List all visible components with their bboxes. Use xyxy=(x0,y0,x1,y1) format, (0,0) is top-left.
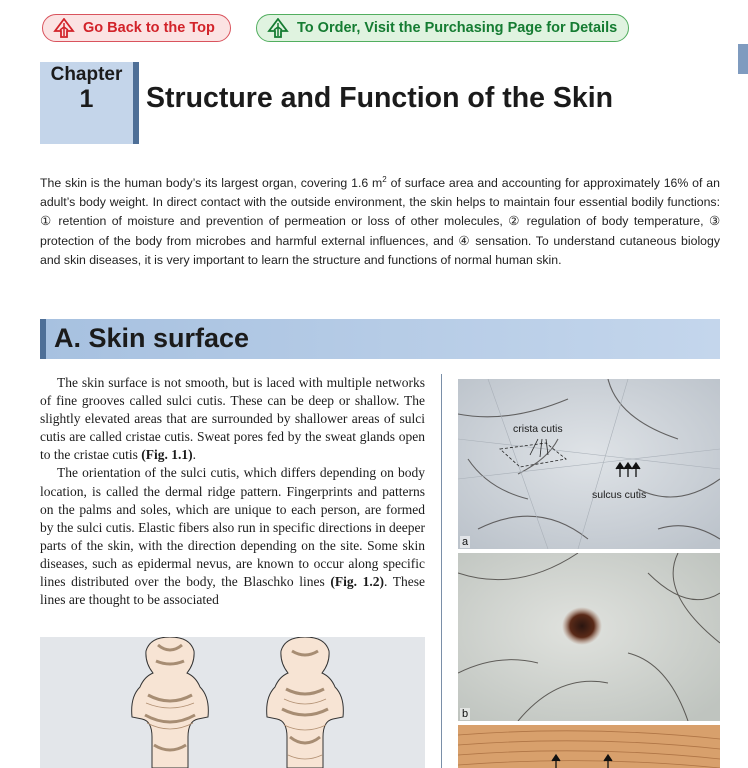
chapter-number: 1 xyxy=(79,85,94,113)
intro-paragraph xyxy=(40,174,720,270)
section-heading-bar xyxy=(40,319,720,359)
blaschko-lines-illustration xyxy=(40,637,425,768)
paragraph-text: . These lines are thought to be associated xyxy=(40,574,425,608)
sulcus-cutis-label: sulcus cutis xyxy=(592,489,647,501)
panel-b-letter: b xyxy=(462,708,469,720)
go-back-to-top-label: Go Back to the Top xyxy=(83,20,215,36)
body-text xyxy=(40,374,425,609)
intro-text-2: of surface area and accounting for approximately 16% of an adult’s body weight. In direct contact with the outside environment, the skin helps to maintain four essential bodily functions: ① retention of moisture and prevention of permeation or loss of other molecules, ② regulation of body temperature, ③ protection of the body from microbes and harmful external influences, and ④ sensation. To understand cutaneous biology and skin diseases, it is very important to learn the structure and functions of normal human skin. xyxy=(40,176,720,267)
intro-text-1: The skin is the human body’s its largest organ, covering 1.6 m xyxy=(40,176,383,190)
paragraph-text: The orientation of the sulci cutis, which differs depending on body location, is called the dermal ridge pattern. Fingerprints and patterns on the palms and soles, which are unique to each person, are formed by the sulci cutis. Elastic fibers also run in specific directions in deeper parts of the skin, with the direction depending on the site. Some skin diseases, such as epidermal nevus, are known to occur along specific lines distributed over the body, the Blaschko lines xyxy=(40,465,425,590)
chapter-title: Structure and Function of the Skin xyxy=(146,82,614,114)
tree-icon xyxy=(267,18,289,38)
fingerprint-photo xyxy=(458,725,720,768)
side-bookmark-tab[interactable] xyxy=(738,44,748,74)
column-divider xyxy=(441,374,442,768)
chapter-word: Chapter xyxy=(50,64,123,85)
tree-icon xyxy=(53,18,75,38)
paragraph-text: The skin surface is not smooth, but is laced with multiple networks of fine grooves called sulci cutis. These can be deep or shallow. The slightly elevated areas that are surrounded by shallower areas of sulci cutis are called cristae cutis. Sweat pores fed by the sweat glands open to the cristae cutis xyxy=(40,375,425,463)
figure-reference-link[interactable]: (Fig. 1.2) xyxy=(330,574,384,590)
skin-surface-photo-a xyxy=(458,379,720,549)
body-paragraph xyxy=(40,464,425,609)
body-paragraph xyxy=(40,374,425,464)
crista-cutis-photo xyxy=(458,379,720,549)
paragraph-text: . xyxy=(192,447,196,463)
chapter-divider xyxy=(133,62,139,144)
figure-reference-link[interactable]: (Fig. 1.1) xyxy=(141,447,193,463)
panel-a-letter: a xyxy=(462,536,469,548)
skin-surface-photo-b xyxy=(458,553,720,721)
intro-superscript: 2 xyxy=(382,174,387,184)
purchasing-page-button[interactable] xyxy=(256,14,629,42)
crista-cutis-label: crista cutis xyxy=(513,423,563,435)
blaschko-lines-figure xyxy=(40,637,425,768)
nevus-photo xyxy=(458,553,720,721)
skin-surface-photo-c xyxy=(458,725,720,768)
go-back-to-top-button[interactable] xyxy=(42,14,231,42)
purchasing-page-label: To Order, Visit the Purchasing Page for Details xyxy=(297,20,618,36)
chapter-badge xyxy=(40,62,133,144)
section-title: A. Skin surface xyxy=(54,323,250,353)
